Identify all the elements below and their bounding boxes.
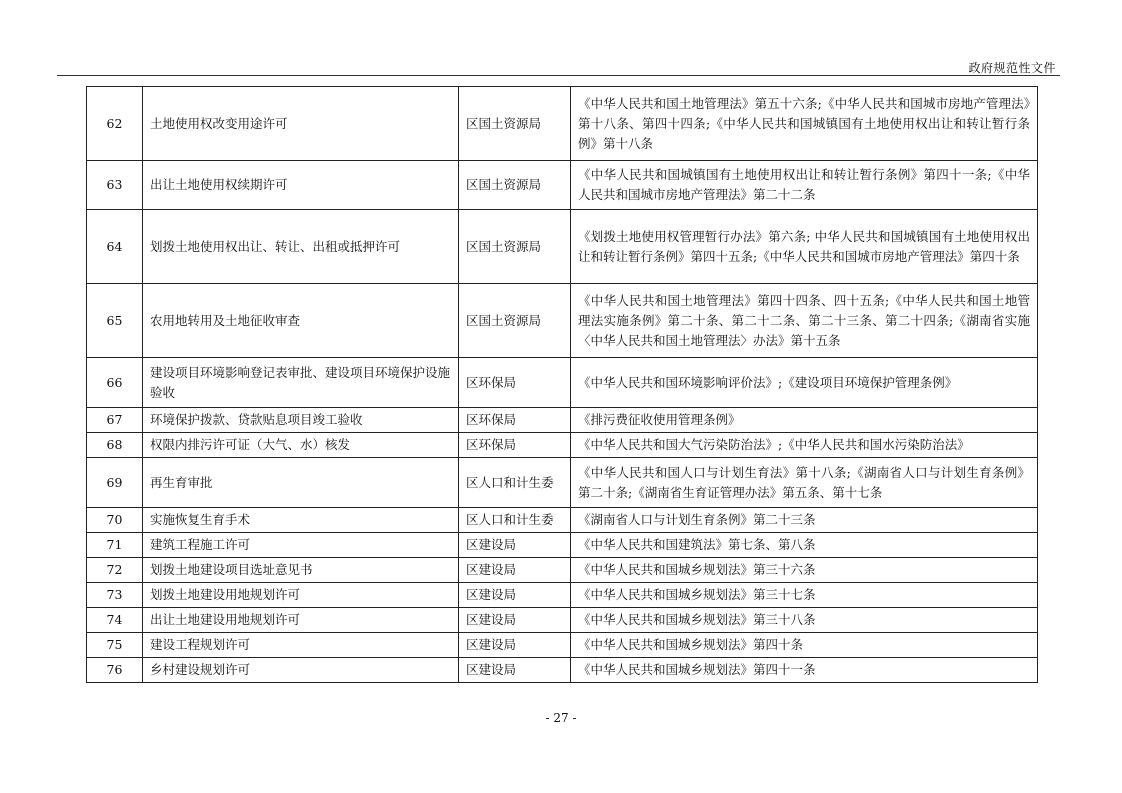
- row-number: 72: [87, 558, 143, 583]
- legal-basis: 《中华人民共和国环境影响评价法》;《建设项目环境保护管理条例》: [571, 358, 1038, 408]
- department: 区国土资源局: [459, 284, 571, 358]
- row-number: 66: [87, 358, 143, 408]
- legal-basis: 《中华人民共和国城乡规划法》第三十六条: [571, 558, 1038, 583]
- row-number: 65: [87, 284, 143, 358]
- item-name: 建筑工程施工许可: [143, 533, 459, 558]
- table-row: [87, 608, 1038, 633]
- department: 区环保局: [459, 433, 571, 458]
- legal-basis: 《中华人民共和国城乡规划法》第三十七条: [571, 583, 1038, 608]
- item-name: 划拨土地建设用地规划许可: [143, 583, 459, 608]
- item-name: 土地使用权改变用途许可: [143, 87, 459, 161]
- header-divider: [57, 75, 1060, 76]
- item-name: 乡村建设规划许可: [143, 658, 459, 683]
- table-row: [87, 533, 1038, 558]
- legal-basis: 《中华人民共和国建筑法》第七条、第八条: [571, 533, 1038, 558]
- legal-basis: 《划拨土地使用权管理暂行办法》第六条; 中华人民共和国城镇国有土地使用权出让和转让暂行条例》第四十五条;《中华人民共和国城市房地产管理法》第四十条: [571, 210, 1038, 284]
- legal-basis: 《中华人民共和国土地管理法》第四十四条、四十五条;《中华人民共和国土地管理法实施条例》第二十条、第二十二条、第二十三条、第二十四条;《湖南省实施〈中华人民共和国土地管理法〉办法》第十五条: [571, 284, 1038, 358]
- table-row: [87, 284, 1038, 358]
- page-number: - 27 -: [545, 711, 577, 725]
- department: 区建设局: [459, 608, 571, 633]
- row-number: 76: [87, 658, 143, 683]
- department: 区建设局: [459, 658, 571, 683]
- legal-basis: 《中华人民共和国城乡规划法》第三十八条: [571, 608, 1038, 633]
- legal-basis: 《中华人民共和国城乡规划法》第四十条: [571, 633, 1038, 658]
- department: 区建设局: [459, 533, 571, 558]
- legal-basis: 《中华人民共和国城镇国有土地使用权出让和转让暂行条例》第四十一条;《中华人民共和国城市房地产管理法》第二十二条: [571, 161, 1038, 210]
- row-number: 68: [87, 433, 143, 458]
- item-name: 再生育审批: [143, 458, 459, 508]
- permit-table-body: [87, 87, 1038, 683]
- table-row: [87, 358, 1038, 408]
- row-number: 70: [87, 508, 143, 533]
- department: 区国土资源局: [459, 161, 571, 210]
- row-number: 75: [87, 633, 143, 658]
- item-name: 建设工程规划许可: [143, 633, 459, 658]
- row-number: 71: [87, 533, 143, 558]
- table-row: [87, 210, 1038, 284]
- legal-basis: 《中华人民共和国人口与计划生育法》第十八条;《湖南省人口与计划生育条例》第二十条;《湖南省生育证管理办法》第五条、第十七条: [571, 458, 1038, 508]
- row-number: 67: [87, 408, 143, 433]
- row-number: 69: [87, 458, 143, 508]
- legal-basis: 《湖南省人口与计划生育条例》第二十三条: [571, 508, 1038, 533]
- table-row: [87, 458, 1038, 508]
- department: 区建设局: [459, 633, 571, 658]
- table-row: [87, 433, 1038, 458]
- row-number: 73: [87, 583, 143, 608]
- legal-basis: 《中华人民共和国土地管理法》第五十六条;《中华人民共和国城市房地产管理法》第十八条、第四十四条;《中华人民共和国城镇国有土地使用权出让和转让暂行条例》第十八条: [571, 87, 1038, 161]
- department: 区环保局: [459, 408, 571, 433]
- item-name: 建设项目环境影响登记表审批、建设项目环境保护设施验收: [143, 358, 459, 408]
- document-header-title: 政府规范性文件: [968, 61, 1056, 75]
- item-name: 环境保护拨款、贷款贴息项目竣工验收: [143, 408, 459, 433]
- item-name: 划拨土地建设项目选址意见书: [143, 558, 459, 583]
- table-row: [87, 633, 1038, 658]
- department: 区人口和计生委: [459, 458, 571, 508]
- row-number: 64: [87, 210, 143, 284]
- legal-basis: 《中华人民共和国大气污染防治法》;《中华人民共和国水污染防治法》: [571, 433, 1038, 458]
- department: 区建设局: [459, 558, 571, 583]
- department: 区建设局: [459, 583, 571, 608]
- permit-table: [86, 86, 1038, 683]
- item-name: 出让土地建设用地规划许可: [143, 608, 459, 633]
- legal-basis: 《中华人民共和国城乡规划法》第四十一条: [571, 658, 1038, 683]
- item-name: 实施恢复生育手术: [143, 508, 459, 533]
- department: 区环保局: [459, 358, 571, 408]
- table-row: [87, 408, 1038, 433]
- row-number: 74: [87, 608, 143, 633]
- table-row: [87, 658, 1038, 683]
- item-name: 农用地转用及土地征收审查: [143, 284, 459, 358]
- table-row: [87, 583, 1038, 608]
- department: 区国土资源局: [459, 210, 571, 284]
- table-row: [87, 161, 1038, 210]
- row-number: 62: [87, 87, 143, 161]
- table-row: [87, 558, 1038, 583]
- item-name: 划拨土地使用权出让、转让、出租或抵押许可: [143, 210, 459, 284]
- row-number: 63: [87, 161, 143, 210]
- legal-basis: 《排污费征收使用管理条例》: [571, 408, 1038, 433]
- table-row: [87, 508, 1038, 533]
- item-name: 权限内排污许可证（大气、水）核发: [143, 433, 459, 458]
- table-row: [87, 87, 1038, 161]
- department: 区国土资源局: [459, 87, 571, 161]
- department: 区人口和计生委: [459, 508, 571, 533]
- item-name: 出让土地使用权续期许可: [143, 161, 459, 210]
